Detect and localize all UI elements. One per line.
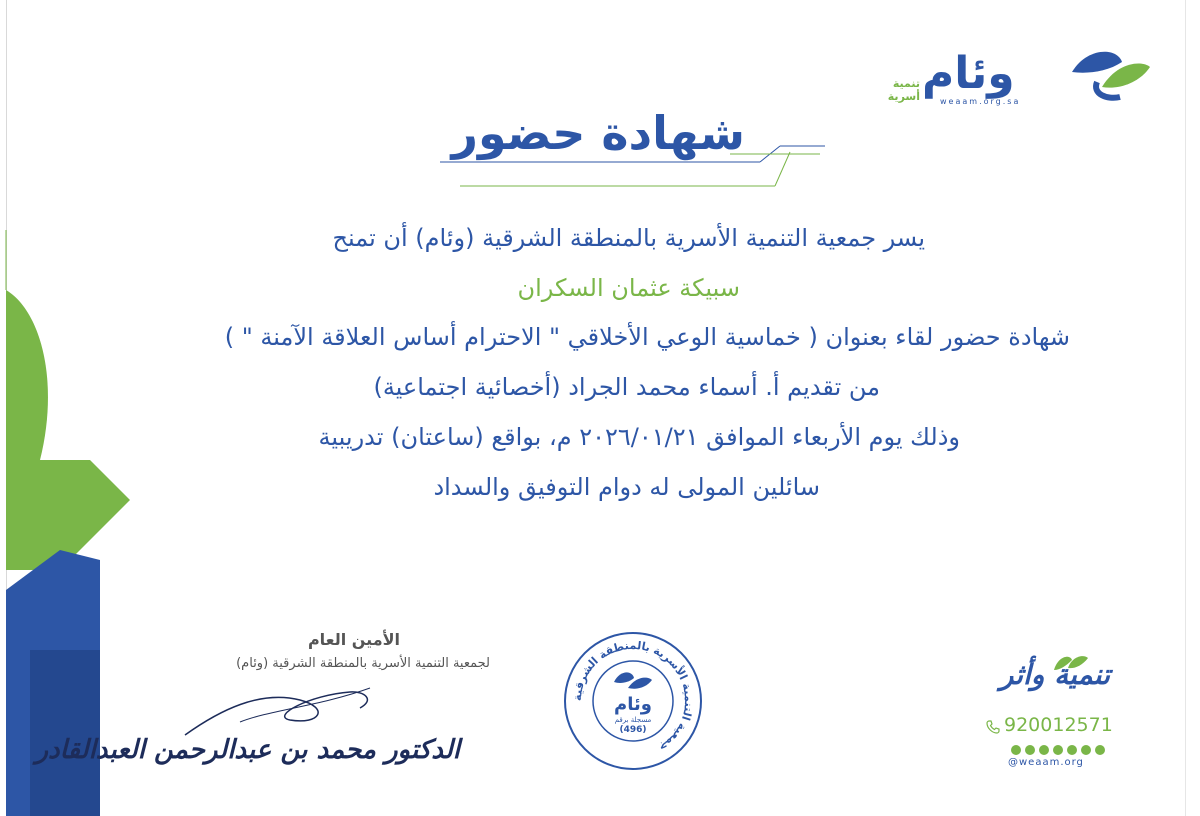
slogan: تنمية وأثر — [999, 658, 1110, 691]
social-icon-3 — [1039, 745, 1049, 755]
title-area — [430, 100, 830, 200]
intro-line: يسر جمعية التنمية الأسرية بالمنطقة الشرقية (وئام) أن تمنح — [332, 224, 925, 252]
deco-green-top — [6, 290, 48, 460]
social-icon-1 — [1011, 745, 1021, 755]
logo-wordmark: وئام — [922, 48, 1015, 99]
signatory-organization: لجمعية التنمية الأسرية بالمنطقة الشرقية (وئام) — [236, 656, 490, 671]
social-icon-2 — [1025, 745, 1035, 755]
signature-block — [35, 630, 490, 780]
logo-leaf-icon — [1062, 42, 1152, 102]
logo-domain: weaam.org.sa — [940, 97, 1021, 106]
certificate-title: شهادة حضور — [451, 106, 745, 160]
social-icon-4 — [1053, 745, 1063, 755]
logo-subtitle-line2: أسرية — [887, 90, 920, 103]
logo-subtitle-line1: تنمية — [892, 77, 920, 90]
phone-icon — [986, 720, 1000, 734]
closing-line: سائلين المولى له دوام التوفيق والسداد — [433, 473, 820, 501]
social-icons — [1010, 744, 1110, 756]
social-icon-7 — [1095, 745, 1105, 755]
event-title-line: شهادة حضور لقاء بعنوان ( خماسية الوعي الأخلاقي " الاحترام أساس العلاقة الآمنة " ) — [224, 323, 1070, 351]
signatory-name: الدكتور محمد بن عبدالرحمن العبدالقادر — [35, 735, 460, 765]
left-decorative-graphic — [0, 230, 140, 816]
social-icon-5 — [1067, 745, 1077, 755]
stamp-ring-text: جمعية التنمية الأسرية بالمنطقة الشرقية — [570, 638, 696, 755]
official-stamp — [562, 630, 704, 772]
social-icon-6 — [1081, 745, 1091, 755]
social-handle: @weaam.org — [1008, 757, 1084, 768]
stamp-center-name: وئام — [614, 694, 652, 715]
recipient-name: سبيكة عثمان السكران — [517, 274, 740, 302]
page-edge-right — [1185, 0, 1186, 816]
stamp-leaf-icon — [614, 672, 634, 683]
stamp-registration-label: مسجلة برقم — [614, 716, 652, 724]
stamp-registration-number: (496) — [619, 725, 647, 735]
phone-number: 920012571 — [1004, 714, 1113, 736]
deco-blue-inner — [30, 650, 100, 816]
contact-block — [970, 650, 1120, 780]
signatory-title: الأمين العام — [307, 630, 400, 649]
presenter-line: من تقديم أ. أسماء محمد الجراد (أخصائية اجتماعية) — [373, 373, 880, 401]
weaam-logo — [880, 40, 1150, 110]
signature-scribble — [180, 680, 380, 740]
date-line: وذلك يوم الأربعاء الموافق ٢٠٢٦/٠١/٢١ م، بواقع (ساعتان) تدريبية — [318, 423, 960, 451]
